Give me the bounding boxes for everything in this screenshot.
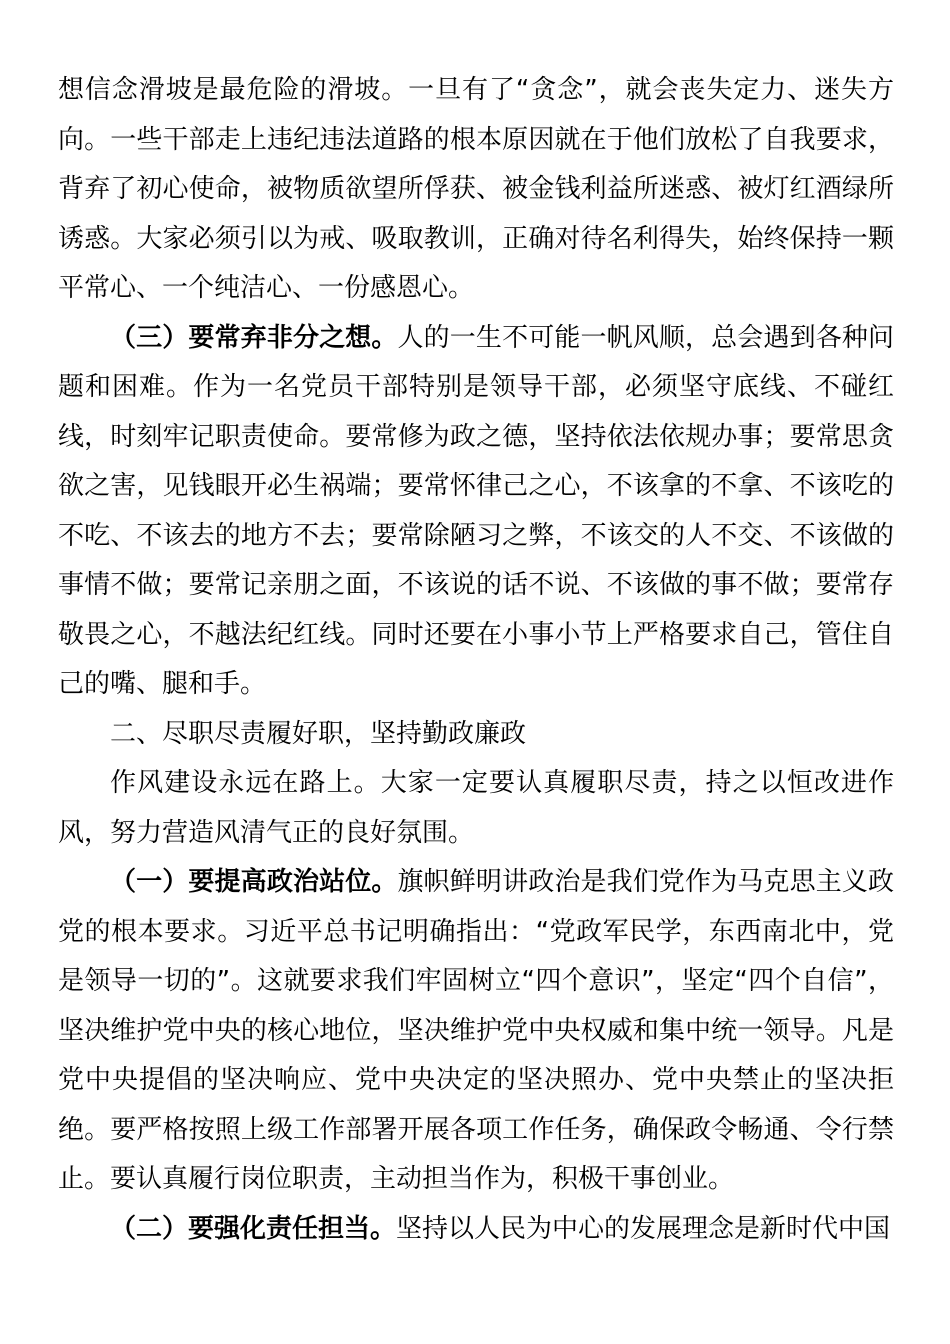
paragraph-1 [58,66,894,314]
section-heading-2 [58,710,894,760]
document-page [58,66,894,1254]
paragraph-4 [58,759,894,858]
paragraph-5 [58,858,894,1205]
paragraph-2 [58,314,894,710]
paragraph-6-heading: （二）要强化责任担当。 [110,1213,397,1244]
paragraph-6-text: 坚持以人民为中心的发展理念是新时代中国 [396,1213,891,1244]
paragraph-2-heading: （三）要常弃非分之想。 [110,322,398,353]
paragraph-1-text: 想信念滑坡是最危险的滑坡。一旦有了“贪念”，就会丧失定力、迷失方向。一些干部走上违纪违法道路的根本原因就在于他们放松了自我要求，背弃了初心使命，被物质欲望所俘获、被金钱利益所迷惑、被灯红酒绿所诱惑。大家必须引以为戒、吸取教训，正确对待名利得失，始终保持一颗平常心、一个纯洁心、一份感恩心。 [58,75,894,303]
paragraph-5-heading: （一）要提高政治站位。 [110,867,398,897]
paragraph-6 [58,1205,894,1255]
paragraph-5-text: 旗帜鲜明讲政治是我们党作为马克思主义政党的根本要求。习近平总书记明确指出：“党政军民学，东西南北中，党是领导一切的”。这就要求我们牢固树立“四个意识”，坚定“四个自信”，坚决维护党中央的核心地位，坚决维护党中央权威和集中统一领导。凡是党中央提倡的坚决响应、党中央决定的坚决照办、党中央禁止的坚决拒绝。要严格按照上级工作部署开展各项工作任务，确保政令畅通、令行禁止。要认真履行岗位职责，主动担当作为，积极干事创业。 [58,867,894,1194]
paragraph-4-text: 作风建设永远在路上。大家一定要认真履职尽责，持之以恒改进作风，努力营造风清气正的良好氛围。 [58,768,894,848]
section-heading-2-text: 二、尽职尽责履好职，坚持勤政廉政 [110,718,527,749]
paragraph-2-text: 人的一生不可能一帆风顺，总会遇到各种问题和困难。作为一名党员干部特别是领导干部，必须坚守底线、不碰红线，时刻牢记职责使命。要常修为政之德，坚持依法依规办事；要常思贪欲之害，见钱眼开必生祸端；要常怀律己之心，不该拿的不拿、不该吃的不吃、不该去的地方不去；要常除陋习之弊，不该交的人不交、不该做的事情不做；要常记亲朋之面，不该说的话不说、不该做的事不做；要常存敬畏之心，不越法纪红线。同时还要在小事小节上严格要求自己，管住自己的嘴、腿和手。 [58,322,894,699]
